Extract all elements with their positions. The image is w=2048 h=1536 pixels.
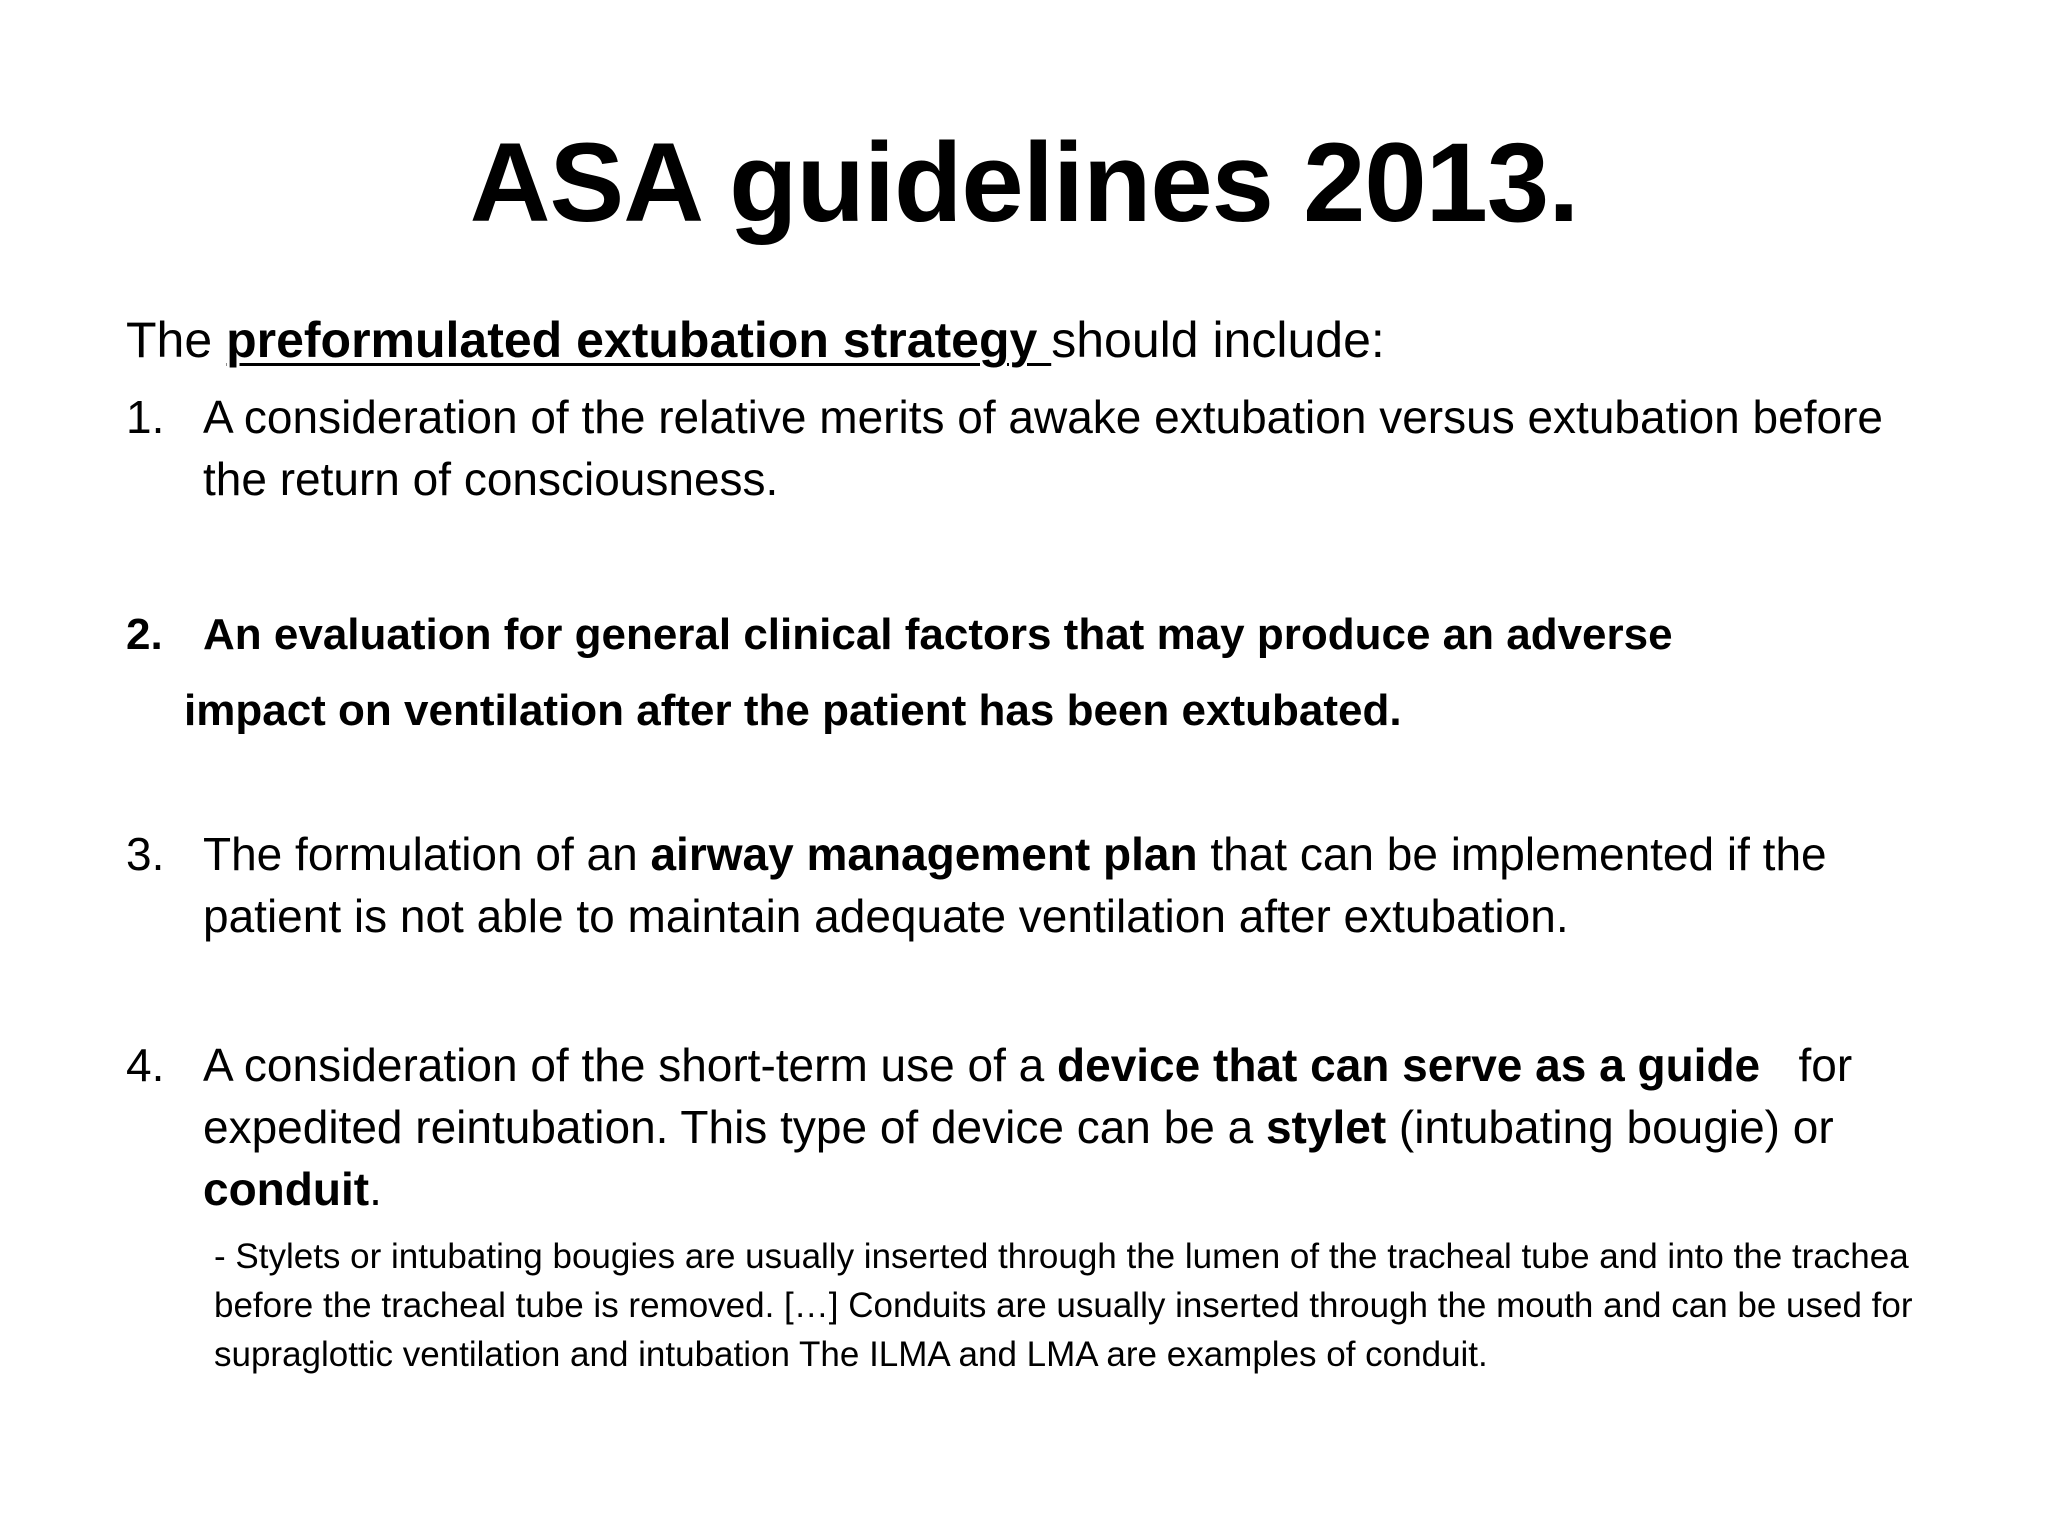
list-item-line2: impact on ventilation after the patient has been extubated. — [184, 686, 1402, 735]
list-number: 2. — [126, 610, 163, 659]
text-part4: . — [369, 1163, 382, 1215]
list-item-1 — [126, 386, 1926, 510]
list-number: 4. — [126, 1039, 165, 1091]
list-item-line1: An evaluation for general clinical factors that may produce an adverse — [203, 610, 1673, 659]
text-part2: for expedited reintubation. This type of device can be a — [203, 1039, 1865, 1153]
text-after: that can be implemented if the patient is not able to maintain adequate ventilation after extubation. — [203, 828, 1827, 942]
list-item-text — [203, 823, 1926, 947]
bold-conduit: conduit — [203, 1163, 370, 1215]
bold-phrase: airway management plan — [650, 828, 1198, 880]
intro-suffix: should include: — [1051, 312, 1385, 368]
sub-note: - Stylets or intubating bougies are usually inserted through the lumen of the tracheal tube and into the trachea before the tracheal tube is removed. […] Conduits are usually inserted through the mouth and can be used for supraglottic ventilation and intubation The ILMA and LMA are examples of conduit. — [214, 1237, 1913, 1374]
text-part1: A consideration of the short-term use of a — [203, 1039, 1058, 1091]
list-item-text — [184, 597, 1926, 749]
list-item-4 — [126, 1034, 1926, 1220]
slide-title: ASA guidelines 2013. — [469, 120, 1579, 245]
list-item-2 — [126, 597, 1926, 749]
list-item-text — [203, 1034, 1926, 1220]
intro-sentence — [126, 308, 1385, 372]
intro-prefix: The — [126, 312, 227, 368]
bold-device: device that can serve as a guide — [1057, 1039, 1761, 1091]
list-number: 3. — [126, 828, 165, 880]
list-number: 1. — [126, 391, 165, 443]
intro-emphasis: preformulated extubation strategy — [226, 312, 1052, 368]
text-part3: (intubating bougie) or — [1386, 1101, 1847, 1153]
bold-stylet: stylet — [1265, 1101, 1387, 1153]
list-item-3 — [126, 823, 1926, 947]
list-item-text: A consideration of the relative merits of awake extubation versus extubation before the return of consciousness. — [203, 391, 1883, 505]
text-before: The formulation of an — [203, 828, 651, 880]
